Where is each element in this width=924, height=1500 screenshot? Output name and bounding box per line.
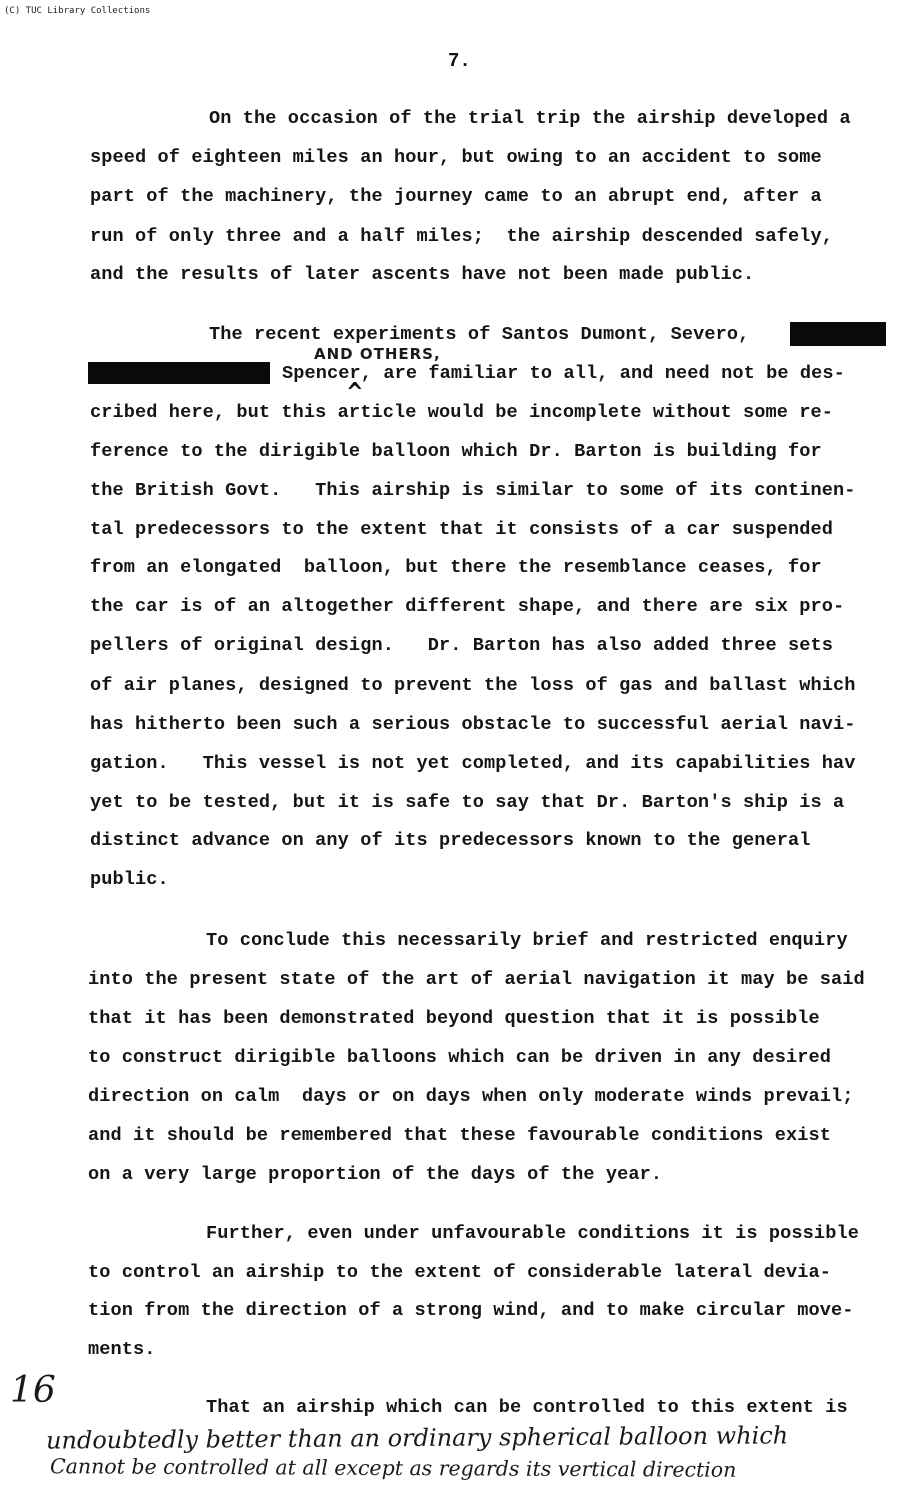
text-line: Further, even under unfavourable conditions it is possible (206, 1223, 859, 1244)
text-line: public. (90, 869, 169, 890)
text-line: yet to be tested, but it is safe to say that Dr. Barton's ship is a (90, 792, 845, 813)
text-line: ments. (88, 1339, 156, 1360)
text-line: tion from the direction of a strong wind, and to make circular move- (88, 1300, 854, 1321)
page-number: 7. (448, 50, 471, 72)
text-line: has hitherto been such a serious obstacle to successful aerial navi- (90, 714, 856, 735)
copyright-notice: (C) TUC Library Collections (4, 6, 151, 16)
margin-number: 16 (10, 1370, 56, 1411)
text-line: from an elongated balloon, but there the resemblance ceases, for (90, 557, 822, 578)
text-line: To conclude this necessarily brief and restricted enquiry (206, 930, 848, 951)
redaction-bar (790, 322, 886, 346)
handwritten-insertion: AND OTHERS, (314, 345, 441, 363)
text-line: That an airship which can be controlled to this extent is (206, 1397, 848, 1418)
text-line: On the occasion of the trial trip the airship developed a (209, 108, 851, 129)
handwritten-line: undoubtedly better than an ordinary spherical balloon which (45, 1421, 789, 1455)
text-line: speed of eighteen miles an hour, but owing to an accident to some (90, 147, 822, 168)
redaction-bar (88, 362, 270, 384)
text-line: part of the machinery, the journey came to an abrupt end, after a (90, 186, 822, 207)
text-line: the British Govt. This airship is similar to some of its continen- (90, 480, 856, 501)
handwritten-line: Cannot be controlled at all except as regards its vertical direction (49, 1454, 737, 1482)
text-line: that it has been demonstrated beyond question that it is possible (88, 1008, 820, 1029)
insertion-caret: ^ (346, 378, 364, 408)
text-line: the car is of an altogether different shape, and there are six pro- (90, 596, 845, 617)
text-line: gation. This vessel is not yet completed, and its capabilities hav (90, 753, 856, 774)
text-line: distinct advance on any of its predecessors known to the general (90, 830, 811, 851)
text-line: to construct dirigible balloons which can be driven in any desired (88, 1047, 832, 1068)
text-line: into the present state of the art of aerial navigation it may be said (88, 969, 865, 990)
text-line: of air planes, designed to prevent the loss of gas and ballast which (90, 675, 856, 696)
text-line: ference to the dirigible balloon which Dr. Barton is building for (90, 441, 822, 462)
text-line: The recent experiments of Santos Dumont, Severo, (209, 324, 750, 345)
text-line: to control an airship to the extent of considerable lateral devia- (88, 1262, 832, 1283)
text-line: run of only three and a half miles; the airship descended safely, (90, 226, 834, 247)
text-line: tal predecessors to the extent that it consists of a car suspended (90, 519, 834, 540)
text-line: pellers of original design. Dr. Barton has also added three sets (90, 635, 834, 656)
text-line: and it should be remembered that these favourable conditions exist (88, 1125, 832, 1146)
text-line: on a very large proportion of the days of the year. (88, 1164, 663, 1185)
text-line: Spencer, are familiar to all, and need not be des- (282, 363, 845, 384)
text-line: direction on calm days or on days when only moderate winds prevail; (88, 1086, 854, 1107)
text-line: and the results of later ascents have not been made public. (90, 264, 755, 285)
text-line: cribed here, but this article would be incomplete without some re- (90, 402, 834, 423)
